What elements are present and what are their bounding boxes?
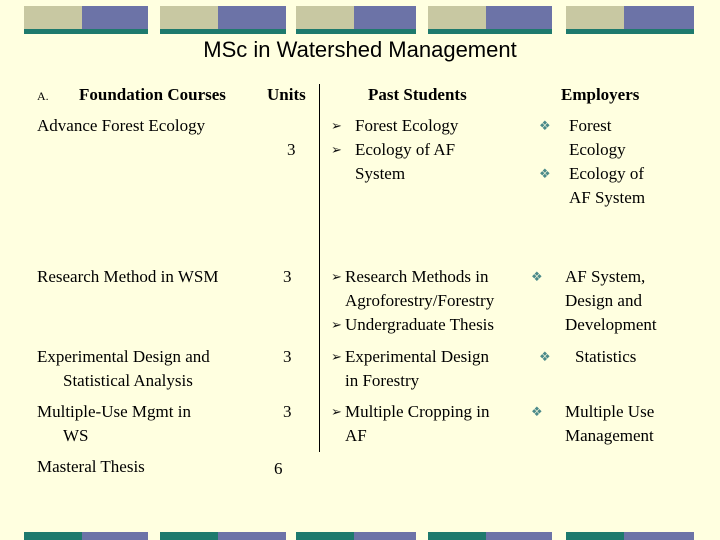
top-decor-stripe: [0, 6, 720, 34]
employer-item: Development: [565, 315, 657, 334]
course-units: 6: [274, 459, 283, 478]
employer-item: Ecology of: [569, 164, 645, 183]
employer-item: Multiple Use: [565, 402, 655, 421]
course-name: Experimental Design and: [37, 347, 210, 366]
course-units: 3: [283, 347, 292, 366]
past-student-item: Undergraduate Thesis: [345, 315, 495, 334]
header-units: Units: [267, 85, 306, 104]
course-units: 3: [283, 402, 292, 421]
employer-item: Forest: [569, 116, 612, 135]
past-student-item: Research Methods in: [345, 267, 489, 286]
header-employers: Employers: [561, 85, 640, 104]
employer-item: Management: [565, 426, 654, 445]
course-name: Advance Forest Ecology: [37, 116, 206, 135]
past-student-item: in Forestry: [345, 371, 420, 390]
header-past-students: Past Students: [368, 85, 467, 104]
course-name: Masteral Thesis: [37, 457, 145, 476]
course-name: Research Method in WSM: [37, 267, 219, 286]
course-units: 3: [283, 267, 292, 286]
arrow-bullet-icon: ➢: [331, 317, 342, 332]
arrow-bullet-icon: ➢: [331, 118, 342, 133]
diamond-bullet-icon: ❖: [531, 404, 543, 419]
past-student-item: AF: [345, 426, 367, 445]
arrow-bullet-icon: ➢: [331, 404, 342, 419]
bottom-decor-stripe: [0, 532, 720, 540]
past-student-item: Multiple Cropping in: [345, 402, 490, 421]
past-student-item: Ecology of AF: [355, 140, 456, 159]
column-divider: [319, 84, 320, 452]
course-name: WS: [63, 426, 89, 445]
past-student-item: Experimental Design: [345, 347, 489, 366]
employer-item: AF System,: [565, 267, 646, 286]
employer-item: Ecology: [569, 140, 626, 159]
course-name: Statistical Analysis: [63, 371, 193, 390]
employer-item: AF System: [569, 188, 646, 207]
section-label: A.: [37, 89, 49, 103]
diamond-bullet-icon: ❖: [539, 349, 551, 364]
employer-item: Statistics: [575, 347, 637, 366]
header-courses: Foundation Courses: [79, 85, 226, 104]
diamond-bullet-icon: ❖: [531, 269, 543, 284]
page-title: MSc in Watershed Management: [203, 37, 517, 62]
course-units: 3: [287, 140, 296, 159]
diamond-bullet-icon: ❖: [539, 166, 551, 181]
past-student-item: Forest Ecology: [355, 116, 459, 135]
arrow-bullet-icon: ➢: [331, 269, 342, 284]
employer-item: Design and: [565, 291, 642, 310]
past-student-item: Agroforestry/Forestry: [345, 291, 495, 310]
arrow-bullet-icon: ➢: [331, 142, 342, 157]
diamond-bullet-icon: ❖: [539, 118, 551, 133]
course-name: Multiple-Use Mgmt in: [37, 402, 191, 421]
past-student-item: System: [355, 164, 406, 183]
arrow-bullet-icon: ➢: [331, 349, 342, 364]
